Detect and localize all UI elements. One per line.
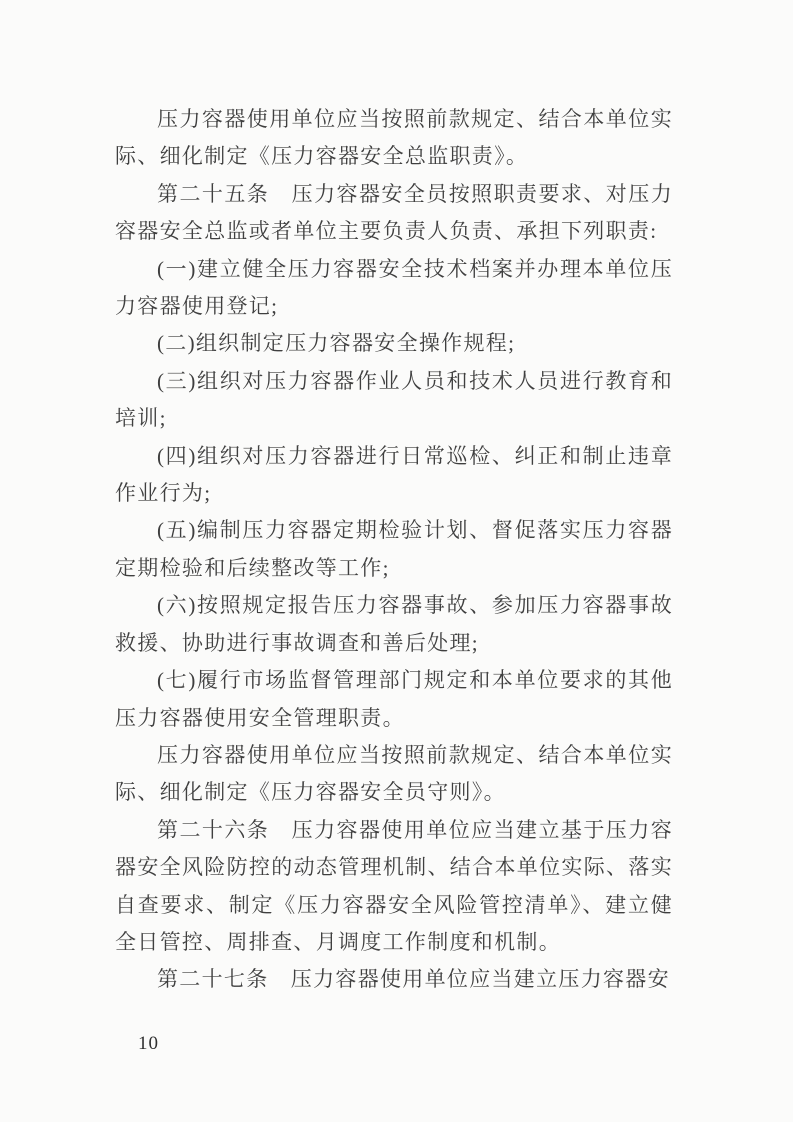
page-number: 10 — [138, 1033, 159, 1054]
paragraph: (一)建立健全压力容器安全技术档案并办理本单位压力容器使用登记; — [115, 256, 673, 319]
paragraph: 第二十五条 压力容器安全员按照职责要求、对压力容器安全总监或者单位主要负责人负责、承担下列职责: — [115, 181, 673, 244]
paragraph: 压力容器使用单位应当按照前款规定、结合本单位实际、细化制定《压力容器安全总监职责》。 — [115, 107, 673, 169]
paragraph: 压力容器使用单位应当按照前款规定、结合本单位实际、细化制定《压力容器安全员守则》。 — [115, 742, 673, 805]
paragraph: 第二十七条 压力容器使用单位应当建立压力容器安 — [157, 967, 670, 992]
paragraph: (四)组织对压力容器进行日常巡检、纠正和制止违章作业行为; — [115, 443, 673, 506]
paragraph: (五)编制压力容器定期检验计划、督促落实压力容器定期检验和后续整改等工作; — [115, 518, 673, 580]
paragraph: (七)履行市场监督管理部门规定和本单位要求的其他压力容器使用安全管理职责。 — [115, 668, 673, 730]
paragraph: (六)按照规定报告压力容器事故、参加压力容器事故救援、协助进行事故调查和善后处理; — [115, 593, 673, 655]
paragraph: 第二十六条 压力容器使用单位应当建立基于压力容器安全风险防控的动态管理机制、结合本单位实际、落实自查要求、制定《压力容器安全风险管控清单》、建立健全日管控、周排查、月调度工作制度和机制。 — [115, 817, 673, 954]
paragraph: (二)组织制定压力容器安全操作规程; — [157, 331, 516, 356]
document-body — [115, 101, 673, 999]
paragraph: (三)组织对压力容器作业人员和技术人员进行教育和培训; — [115, 368, 673, 431]
